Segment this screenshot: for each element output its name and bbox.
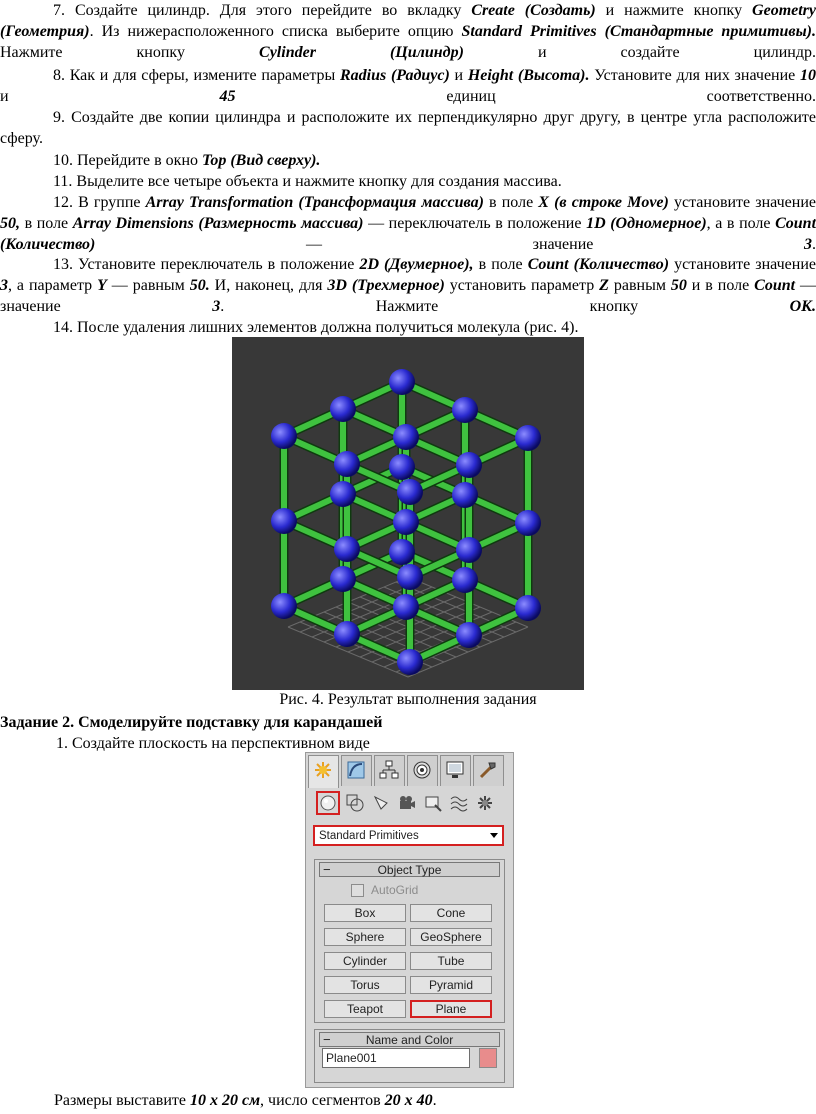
chevron-down-icon xyxy=(490,833,498,838)
object-name-value: Plane001 xyxy=(326,1051,377,1065)
helpers-icon xyxy=(423,793,443,813)
atom-sphere xyxy=(334,451,360,477)
paragraph-step-14: 14. После удаления лишних элементов должна получиться молекула (рис. 4). xyxy=(53,319,579,336)
atom-sphere xyxy=(515,425,541,451)
atom-sphere xyxy=(271,593,297,619)
modify-icon xyxy=(346,760,366,780)
atom-sphere xyxy=(452,397,478,423)
atom-sphere xyxy=(397,564,423,590)
name-and-color-title: Name and Color xyxy=(365,1033,454,1047)
collapse-icon: − xyxy=(323,1032,331,1047)
cameras-icon xyxy=(397,793,417,813)
cone-button[interactable]: Cone xyxy=(410,904,492,922)
tube-button[interactable]: Tube xyxy=(410,952,492,970)
paragraph-step-7: 7. Создайте цилиндр. Для этого перейдите во вкладку Create (Создать) и нажмите кнопку Geometry (Геометрия). Из нижерасположенного списка выберите опцию Standard Primitives (Стандартные примитивы). Нажмите кнопку Cylinder (Цилиндр) и создайте цилиндр. xyxy=(0,2,816,61)
atom-sphere xyxy=(515,510,541,536)
command-panel xyxy=(305,752,514,1088)
object-color-swatch[interactable] xyxy=(479,1048,497,1068)
atom-sphere xyxy=(334,621,360,647)
atom-sphere xyxy=(452,567,478,593)
hierarchy-icon xyxy=(379,760,399,780)
motion-tab[interactable] xyxy=(407,755,438,786)
task-2-heading: Задание 2. Смоделируйте подставку для карандашей xyxy=(0,714,383,731)
molecule-svg xyxy=(232,337,584,690)
object-type-title: Object Type xyxy=(377,863,442,877)
atom-sphere xyxy=(456,452,482,478)
collapse-icon: − xyxy=(323,862,331,877)
create-category-icons xyxy=(314,791,506,819)
primitive-type-dropdown[interactable] xyxy=(313,825,504,846)
atom-sphere xyxy=(393,509,419,535)
shapes-icon xyxy=(345,793,365,813)
systems-button[interactable] xyxy=(475,793,495,813)
geometry-icon xyxy=(318,793,338,813)
atom-sphere xyxy=(393,594,419,620)
shapes-button[interactable] xyxy=(345,793,365,813)
dimensions-instruction: Размеры выставите 10 x 20 см, число сегментов 20 x 40. xyxy=(54,1092,437,1109)
autogrid-label: AutoGrid xyxy=(371,883,419,897)
atom-sphere xyxy=(330,481,356,507)
paragraph-step-10: 10. Перейдите в окно Top (Вид сверху). xyxy=(53,152,321,169)
object-type-rollout-header[interactable] xyxy=(319,862,500,877)
atom-sphere xyxy=(456,622,482,648)
lights-button[interactable] xyxy=(371,793,391,813)
atom-sphere xyxy=(330,396,356,422)
box-button[interactable]: Box xyxy=(324,904,406,922)
checkbox-icon xyxy=(351,884,364,897)
paragraph-step-8: 8. Как и для сферы, измените параметры Radius (Радиус) и Height (Высота). Установите для них значение 10 и 45 единиц соответственно. xyxy=(0,67,816,105)
pyramid-button[interactable]: Pyramid xyxy=(410,976,492,994)
atom-sphere xyxy=(389,369,415,395)
figure-4-caption: Рис. 4. Результат выполнения задания xyxy=(279,691,537,708)
display-icon xyxy=(445,760,465,780)
space-warps-icon xyxy=(449,793,469,813)
display-tab[interactable] xyxy=(440,755,471,786)
plane-button[interactable]: Plane xyxy=(410,1000,492,1018)
panel-tabs xyxy=(308,755,511,787)
atom-sphere xyxy=(389,454,415,480)
paragraph-step-11: 11. Выделите все четыре объекта и нажмите кнопку для создания массива. xyxy=(53,173,562,190)
atom-sphere xyxy=(334,536,360,562)
object-type-rollout xyxy=(314,859,505,1023)
name-and-color-rollout xyxy=(314,1029,505,1083)
hierarchy-tab[interactable] xyxy=(374,755,405,786)
utilities-icon xyxy=(478,760,498,780)
motion-icon xyxy=(412,760,432,780)
geometry-button[interactable] xyxy=(316,791,340,815)
paragraph-step-9: 9. Создайте две копии цилиндра и расположите их перпендикулярно друг другу, в центре угла расположите сферу. xyxy=(0,109,816,147)
modify-tab[interactable] xyxy=(341,755,372,786)
cameras-button[interactable] xyxy=(397,793,417,813)
sphere-button[interactable]: Sphere xyxy=(324,928,406,946)
molecule-render-image xyxy=(232,337,584,690)
helpers-button[interactable] xyxy=(423,793,443,813)
utilities-tab[interactable] xyxy=(473,755,504,786)
create-icon xyxy=(313,760,333,780)
torus-button[interactable]: Torus xyxy=(324,976,406,994)
task-2-step-1: 1. Создайте плоскость на перспективном виде xyxy=(56,735,370,752)
paragraph-step-12: 12. В группе Array Transformation (Трансформация массива) в поле X (в строке Move) установите значение 50, в поле Array Dimensions (Размерность массива) — переключатель в положение 1D (Одномерное), а в поле Count (Количество) — значение 3. xyxy=(0,194,816,253)
atom-sphere xyxy=(456,537,482,563)
dropdown-selected-value: Standard Primitives xyxy=(319,830,419,842)
create-tab[interactable] xyxy=(308,755,339,788)
atom-sphere xyxy=(452,482,478,508)
atom-sphere xyxy=(515,595,541,621)
paragraph-step-13: 13. Установите переключатель в положение 2D (Двумерное), в поле Count (Количество) установите значение 3, а параметр Y — равным 50. И, наконец, для 3D (Трехмерное) установить параметр Z равным 50 и в поле Count — значение 3. Нажмите кнопку ОК. xyxy=(0,256,816,315)
systems-icon xyxy=(475,793,495,813)
atom-sphere xyxy=(389,539,415,565)
atom-sphere xyxy=(330,566,356,592)
atom-sphere xyxy=(271,508,297,534)
atom-sphere xyxy=(393,424,419,450)
atom-sphere xyxy=(397,479,423,505)
atom-sphere xyxy=(271,423,297,449)
object-name-field[interactable] xyxy=(322,1048,470,1068)
space-warps-button[interactable] xyxy=(449,793,469,813)
atom-sphere xyxy=(397,649,423,675)
geosphere-button[interactable]: GeoSphere xyxy=(410,928,492,946)
teapot-button[interactable]: Teapot xyxy=(324,1000,406,1018)
name-and-color-rollout-header[interactable] xyxy=(319,1032,500,1047)
lights-icon xyxy=(371,793,391,813)
cylinder-button[interactable]: Cylinder xyxy=(324,952,406,970)
